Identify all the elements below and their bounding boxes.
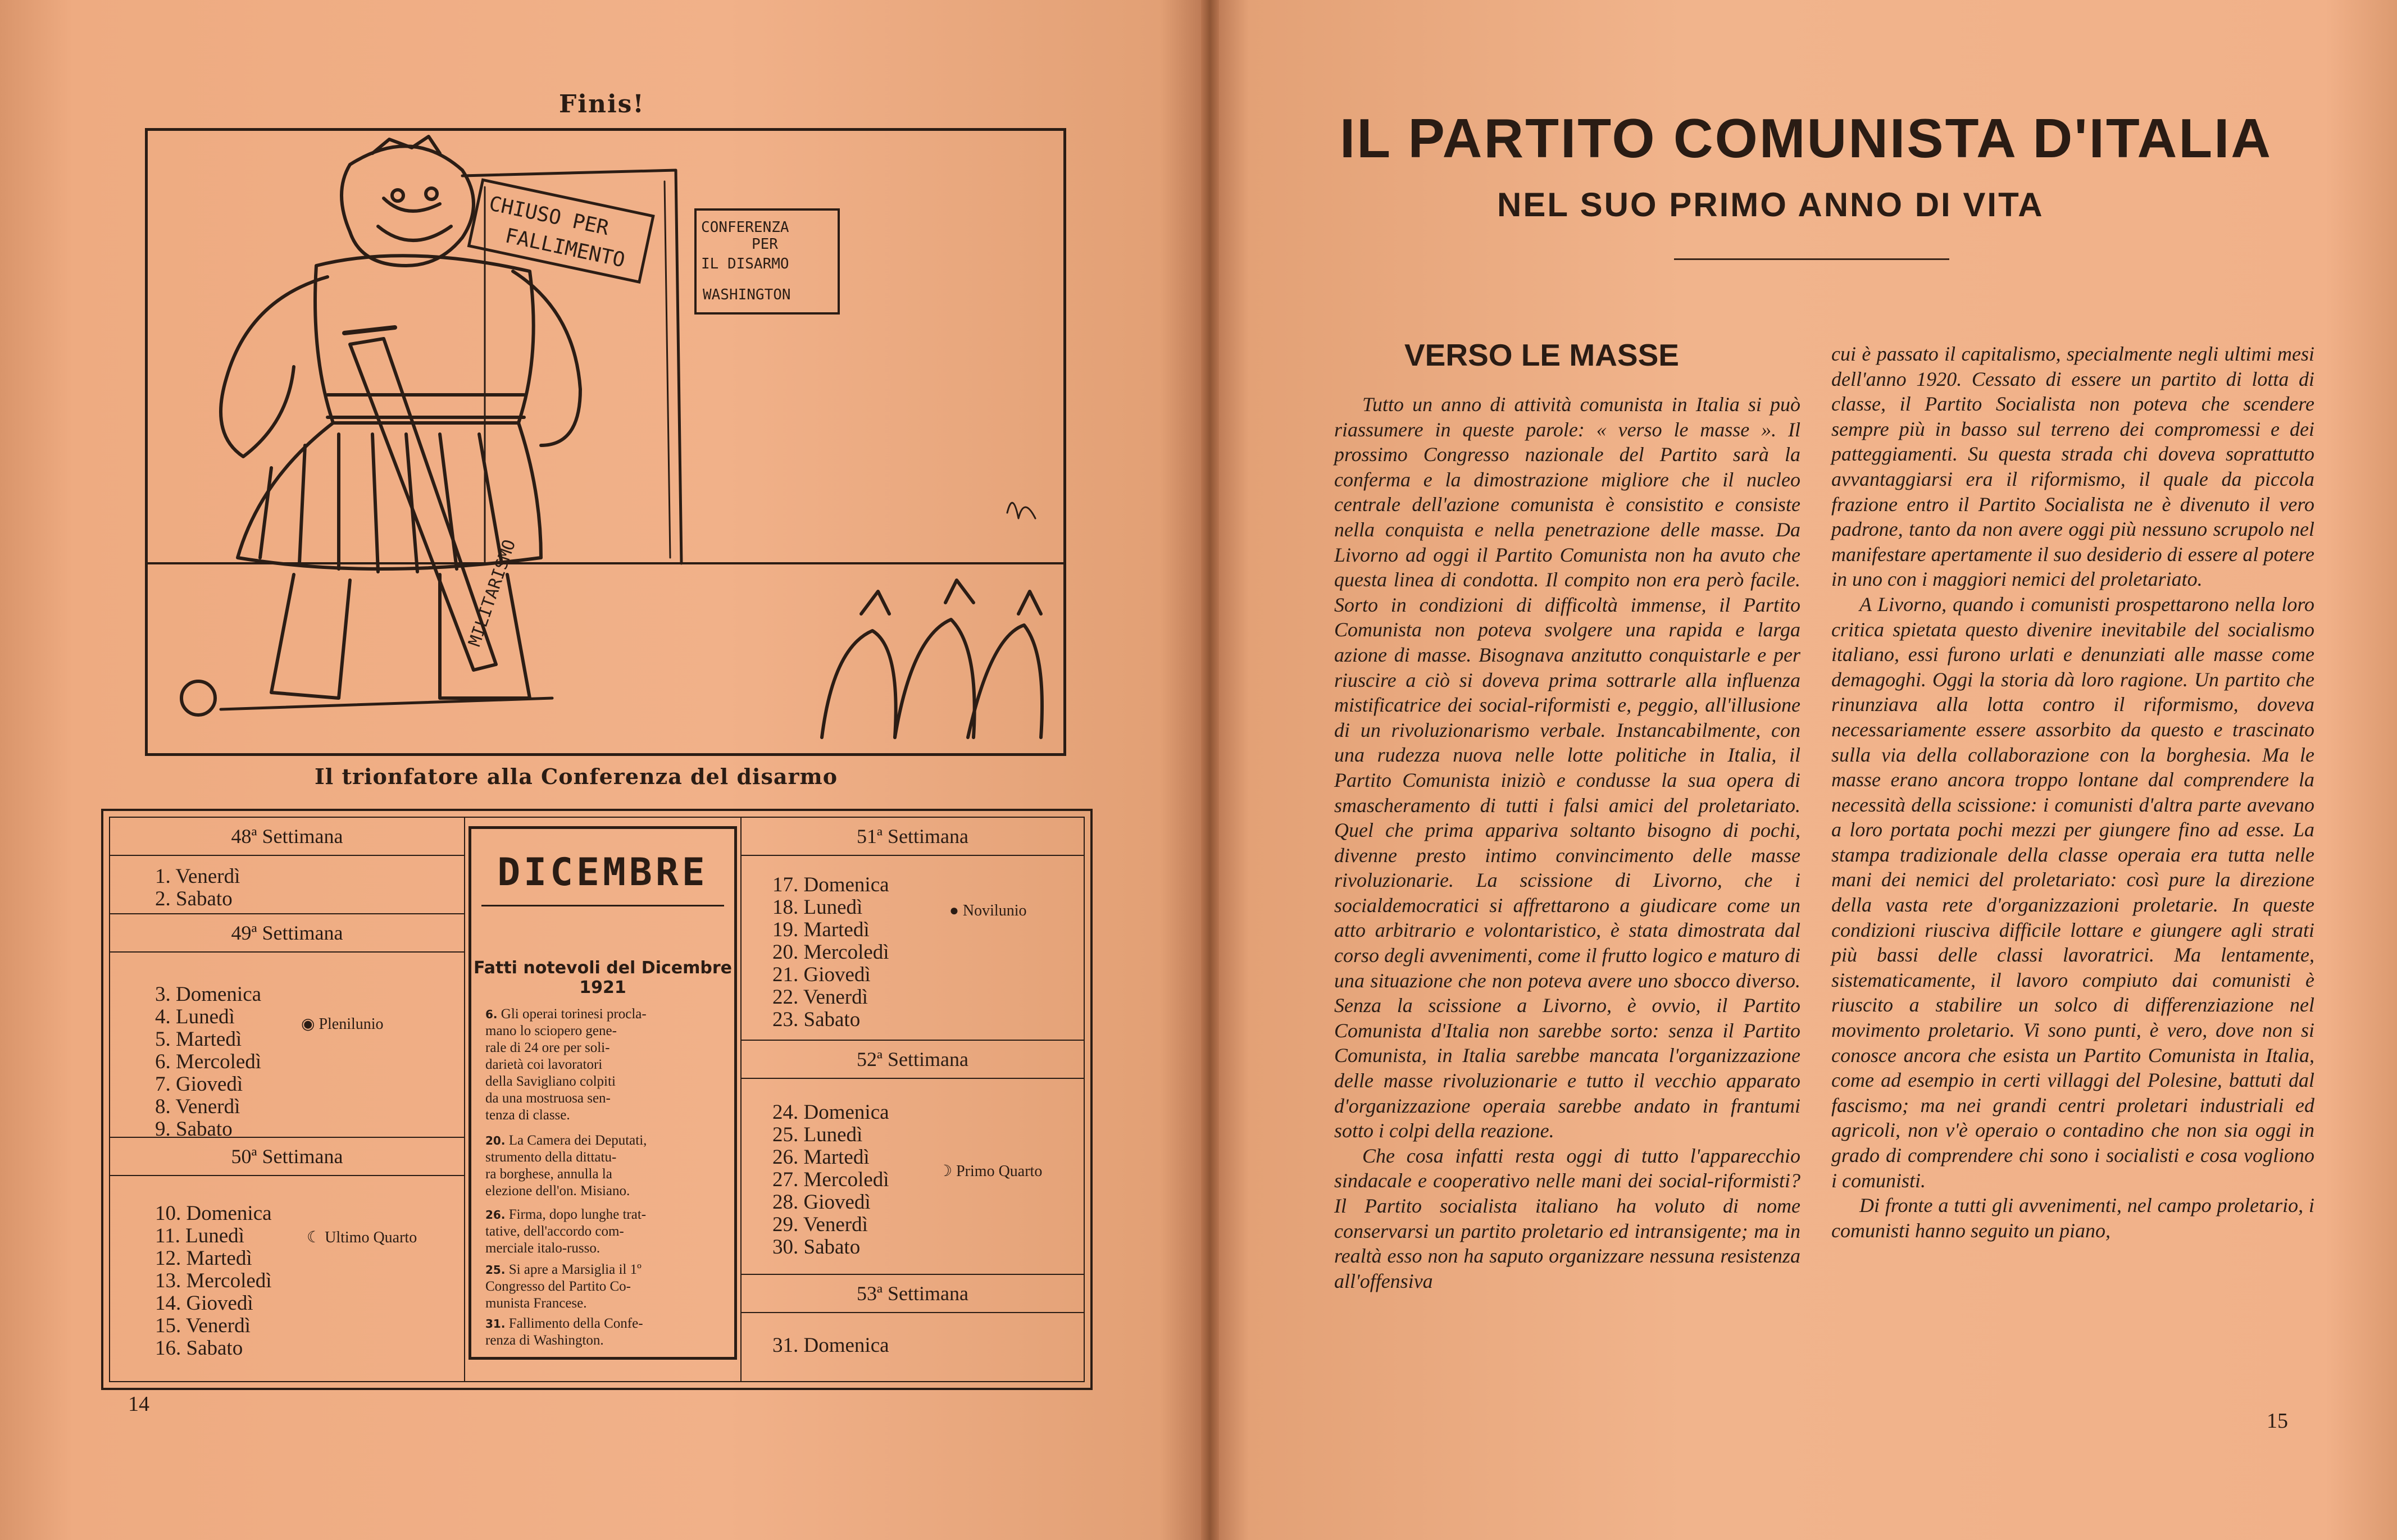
day-row: 12. Martedì [155, 1247, 252, 1270]
sign-conferenza-line3: IL DISARMO [701, 256, 789, 272]
day-row: 3. Domenica [155, 983, 262, 1006]
day-row: 4. Lunedì [155, 1005, 235, 1028]
events-title: Fatti notevoli del Dicembre 1921 [474, 958, 732, 997]
paragraph: Che cosa infatti resta oggi di tutto l'apparecchio sindacale e cooperativo nelle mani dei social-riformisti? Il Partito socialista italiano ha voluto di nome conservarsi un partito proletario ed intransigente; ma in realtà esso non ha saputo organizzare nessuna resistenza all'offensiva [1334, 1144, 1800, 1292]
day-row: 9. Sabato [155, 1118, 233, 1141]
moon-ultimo-quarto: ☾ Ultimo Quarto [307, 1229, 417, 1246]
week-48-header: 48ª Settimana [110, 818, 464, 856]
day-row: 16. Sabato [155, 1337, 243, 1360]
day-row: 5. Martedì [155, 1028, 242, 1051]
calendar-col-right [740, 818, 1084, 1381]
divider [481, 905, 724, 906]
week-52-days [772, 1101, 889, 1259]
cartoon-drawing [148, 131, 1063, 753]
moon-novilunio: ● Novilunio [949, 902, 1027, 919]
week-48-days [155, 865, 240, 910]
text-column-left [1334, 392, 1800, 1293]
moon-plenilunio: ◉ Plenilunio [301, 1015, 384, 1033]
week-52-header: 52ª Settimana [742, 1040, 1084, 1079]
day-row: 28. Giovedì [772, 1191, 871, 1214]
day-row: 23. Sabato [772, 1008, 861, 1031]
paragraph: Tutto un anno di attività comunista in Italia si può riassumere in queste parole: « verso le masse ». Il prossimo Congresso nazionale del Partito sarà la conferma e la dimostrazione migliore che il nucleo centrale dell'azione comunista è consistito e consiste nella conquista e nella penetrazione delle masse. Da Livorno ad oggi il Partito Comunista non ha avuto che questa linea di condotta. Il compito non era però facile. Sorto in condizioni di difficoltà immense, il Partito Comunista non poteva svolgere una rapida e larga azione di masse. Bisognava anzitutto conquistarle e per riuscire a ciò si doveva prima sottrarle alla influenza mistificatrice dei social-riformisti e, peggio, all'illusione di un rivoluzionarismo verbale. Instancabilmente, con una rudezza nuova nelle lotte politiche in Italia, il Partito Comunista iniziò e condusse la sua opera di smascheramento di tutti i falsi amici del proletariato. Quel che prima appariva soltanto bisogno di pochi, divenne presto intimo convincimento delle masse rivoluzionarie. La scissione di Livorno, che i socialdemocratici si affrettarono a giudicare come un atto arbitrario e volontaristico, è stata dimostrata dal corso degli avvenimenti, come il frutto logico e maturo di una situazione che non poteva avere uno sbocco diverso. Senza la scissione a Livorno, è ovvio, il Partito Comunista d'Italia non sarebbe sorto: senza il Partito Comunista, in Italia sarebbe mancata l'organizzazione delle masse rivoluzionarie e tutto il vecchio apparato d'organizzazione operaia sarebbe andato in frantumi sotto i colpi della reazione. [1334, 393, 1800, 1142]
cartoon-title: Finis! [559, 90, 645, 119]
paragraph: A Livorno, quando i comunisti prospettarono nella loro critica spietata questo divenire inevitabile del socialismo italiano, essi furono urlati e denunziati alle masse come demagoghi. Oggi la storia dà loro ragione. Un partito che rinunziava alla lotta contro il riformismo, doveva necessariamente essere assorbito da questo e trascinato sulla via della collaborazione con la borghesia. Ma le masse erano ancora troppo lontane dal comprendere la necessità della scissione: i comunisti d'altra parte avevano a loro portata pochi mezzi per giungere fino ad esse. La stampa tradizionale della classe operaia era tutta nelle mani dei nemici del proletariato: così pure la direzione della vasta rete d'organizzazioni proletarie. In queste condizioni riusciva difficile lottare e giungere agli strati più bassi delle classi lavoratrici. Ma lentamente, sistematicamente, il lavoro compiuto dai comunisti è riuscito a stabilire un solco di differenziazione nel movimento proletario. Vi sono punti, è vero, dove non si conosce ancora che esista un Partito Comunista in Italia, come ad esempio in certi villaggi del Polesine, battuti dal fascismo; ma nei grandi centri proletari industriali ed agricoli, non v'è operaio o contadino che non sia oggi in grado di comprendere chi sono i socialisti e cosa vogliono i comunisti. [1831, 593, 2314, 1192]
day-row: 31. Domenica [772, 1334, 889, 1357]
week-53-header: 53ª Settimana [742, 1274, 1084, 1313]
article-subtitle: NEL SUO PRIMO ANNO DI VITA [1497, 186, 2044, 224]
page-number-right: 15 [2267, 1409, 2288, 1433]
sign-chiuso-line2: FALLIMENTO [503, 224, 627, 272]
day-row: 15. Venerdì [155, 1314, 251, 1337]
section-heading: VERSO LE MASSE [1404, 338, 1679, 372]
month-box [469, 826, 737, 1360]
sign-chiuso-line1: CHIUSO PER [486, 192, 611, 240]
week-49-header: 49ª Settimana [110, 913, 464, 953]
week-49-days [155, 983, 261, 1141]
day-row: 22. Venerdì [772, 986, 868, 1009]
day-row: 19. Martedì [772, 918, 870, 941]
event-item: 6. Gli operai torinesi procla- mano lo sciopero gene- rale di 24 ore per soli- darietà coi lavoratori della Savigliano colpiti da una mostruosa sen- tenza di classe. [485, 1006, 647, 1123]
event-item: 31. Fallimento della Confe- renza di Washington. [485, 1316, 643, 1348]
title-divider [1674, 258, 1949, 260]
sword-label: MILITARISMO [465, 537, 520, 649]
paragraph: cui è passato il capitalismo, specialmente negli ultimi mesi dell'anno 1920. Cessato di essere un partito di lotta di classe, il Partito Socialista non poteva che scendere sempre più in basso sul terreno dei compromessi e dei patteggiamenti. Su questa strada chi doveva soprattutto avvantaggiarsi era il riformismo, il quale da piccola frazione entro il Partito Socialista ne è divenuto il vero padrone, tanto da non avere oggi più nessuno scrupolo nel manifestare apertamente il suo desiderio di essere al potere in uno con i maggiori nemici del proletariato. [1831, 343, 2314, 591]
week-50-days [155, 1202, 272, 1360]
event-item: 25. Si apre a Marsiglia il 1º Congresso del Partito Co- munista Francese. [485, 1262, 642, 1311]
sign-conferenza-line4: WASHINGTON [703, 286, 791, 303]
full-moon-icon: ◉ [301, 1015, 319, 1033]
day-row: 10. Domenica [155, 1202, 272, 1225]
calendar-col-left [110, 818, 465, 1381]
day-row: 6. Mercoledì [155, 1050, 262, 1073]
sign-conferenza-line1: CONFERENZA [701, 219, 789, 236]
month-title: DICEMBRE [497, 850, 708, 895]
day-row: 1. Venerdì [155, 865, 240, 888]
event-item: 20. La Camera dei Deputati, strumento della dittatu- ra borghese, annulla la elezione dell'on. Misiano. [485, 1133, 647, 1199]
day-row: 18. Lunedì [772, 896, 863, 919]
cartoon-illustration [145, 128, 1066, 756]
day-row: 25. Lunedì [772, 1123, 863, 1146]
week-51-days [772, 874, 889, 1031]
week-53-days [772, 1334, 889, 1357]
day-row: 21. Giovedì [772, 963, 871, 986]
day-row: 24. Domenica [772, 1101, 889, 1124]
sign-conferenza-line2: PER [752, 236, 778, 253]
moon-primo-quarto: ☽ Primo Quarto [938, 1163, 1043, 1180]
day-row: 14. Giovedì [155, 1292, 253, 1315]
day-row: 2. Sabato [155, 887, 233, 910]
day-row: 20. Mercoledì [772, 941, 889, 964]
day-row: 11. Lunedì [155, 1224, 244, 1247]
day-row: 13. Mercoledì [155, 1269, 272, 1292]
last-quarter-moon-icon: ☾ [307, 1229, 325, 1246]
cartoon-caption: Il trionfatore alla Conferenza del disarmo [315, 764, 838, 789]
day-row: 8. Venerdì [155, 1095, 240, 1118]
day-row: 27. Mercoledì [772, 1168, 889, 1191]
week-50-header: 50ª Settimana [110, 1137, 464, 1176]
first-quarter-moon-icon: ☽ [938, 1163, 957, 1180]
book-gutter [1201, 0, 1219, 1540]
new-moon-icon: ● [949, 902, 963, 919]
december-calendar [101, 809, 1093, 1390]
event-item: 26. Firma, dopo lunghe trat- tative, dell'accordo com- merciale italo-russo. [485, 1207, 647, 1256]
day-row: 26. Martedì [772, 1146, 870, 1169]
day-row: 29. Venerdì [772, 1213, 868, 1236]
week-51-header: 51ª Settimana [742, 818, 1084, 856]
paragraph: Di fronte a tutti gli avvenimenti, nel campo proletario, i comunisti hanno seguito un piano, [1831, 1194, 2314, 1242]
day-row: 7. Giovedì [155, 1073, 243, 1096]
day-row: 17. Domenica [772, 873, 889, 896]
article-title: IL PARTITO COMUNISTA D'ITALIA [1340, 107, 2273, 169]
day-row: 30. Sabato [772, 1236, 861, 1259]
page-number-left: 14 [128, 1392, 149, 1416]
text-column-right [1831, 341, 2314, 1243]
